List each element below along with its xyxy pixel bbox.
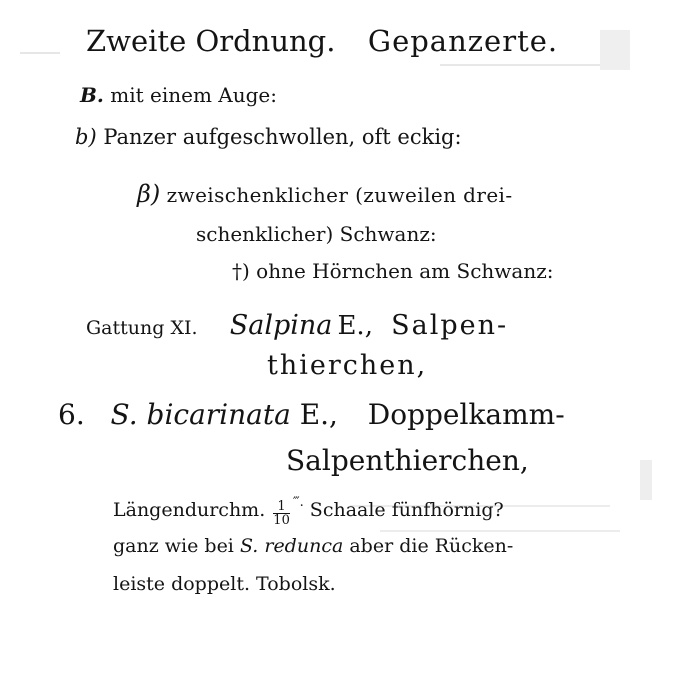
locality-text: leiste doppelt. Tobolsk. <box>113 573 336 595</box>
genus-name: Salpina <box>229 310 333 341</box>
shell-note: Schaale fünfhörnig? <box>309 499 504 521</box>
dagger-icon: †) <box>232 259 250 283</box>
beta-line2: schenklicher) Schwanz: <box>196 222 437 246</box>
subsection-dagger <box>232 259 553 283</box>
length-label: Längendurchm. <box>113 499 266 521</box>
comparison-species: S. redunca <box>239 535 344 557</box>
dagger-text: ohne Hörnchen am Schwanz: <box>256 259 554 283</box>
genus-common-1: Salpen- <box>391 310 509 341</box>
species-continuation <box>286 444 529 477</box>
show-through-fragment <box>640 460 652 500</box>
comparison-rest: aber die Rücken- <box>349 535 514 557</box>
heading-group: Gepanzerte. <box>367 24 559 58</box>
species-abbr: S. <box>110 398 138 431</box>
description-line-3 <box>113 573 336 595</box>
order-heading <box>86 24 558 58</box>
genus-label: Gattung XI. <box>86 317 198 339</box>
subsection-b-letter: b) <box>75 125 97 149</box>
fraction-denominator: 10 <box>273 513 290 528</box>
heading-order: Zweite Ordnung. <box>86 24 336 58</box>
show-through-fragment <box>380 530 620 532</box>
description-line-2 <box>113 535 513 557</box>
section-b <box>80 83 277 107</box>
genus-author: E., <box>337 311 373 341</box>
genus-common-2: thierchen, <box>267 350 428 381</box>
show-through-fragment <box>600 30 630 70</box>
length-fraction <box>273 500 290 527</box>
section-b-letter: B. <box>80 83 104 107</box>
subsection-beta <box>137 180 513 208</box>
species-entry <box>58 398 565 431</box>
section-b-text: mit einem Auge: <box>110 83 277 107</box>
species-epithet: bicarinata <box>146 398 291 431</box>
genus-continuation <box>267 350 427 381</box>
subsection-b-text: Panzer aufgeschwollen, oft eckig: <box>103 125 462 149</box>
species-common-1: Doppelkamm- <box>367 398 565 431</box>
genus-heading <box>86 310 508 341</box>
comparison-lead: ganz wie bei <box>113 535 234 557</box>
beta-marker: β) <box>137 180 161 208</box>
show-through-fragment <box>20 52 60 54</box>
description-line-1 <box>113 495 504 527</box>
beta-continuation <box>196 222 437 246</box>
species-author: E., <box>299 398 338 431</box>
beta-line1: zweischenklicher (zuweilen drei- <box>166 183 513 207</box>
subsection-b <box>75 125 462 149</box>
line-unit-mark: ‴. <box>292 495 304 510</box>
fraction-numerator: 1 <box>273 500 290 514</box>
species-common-2: Salpenthierchen, <box>286 444 529 477</box>
species-number: 6. <box>58 398 85 431</box>
